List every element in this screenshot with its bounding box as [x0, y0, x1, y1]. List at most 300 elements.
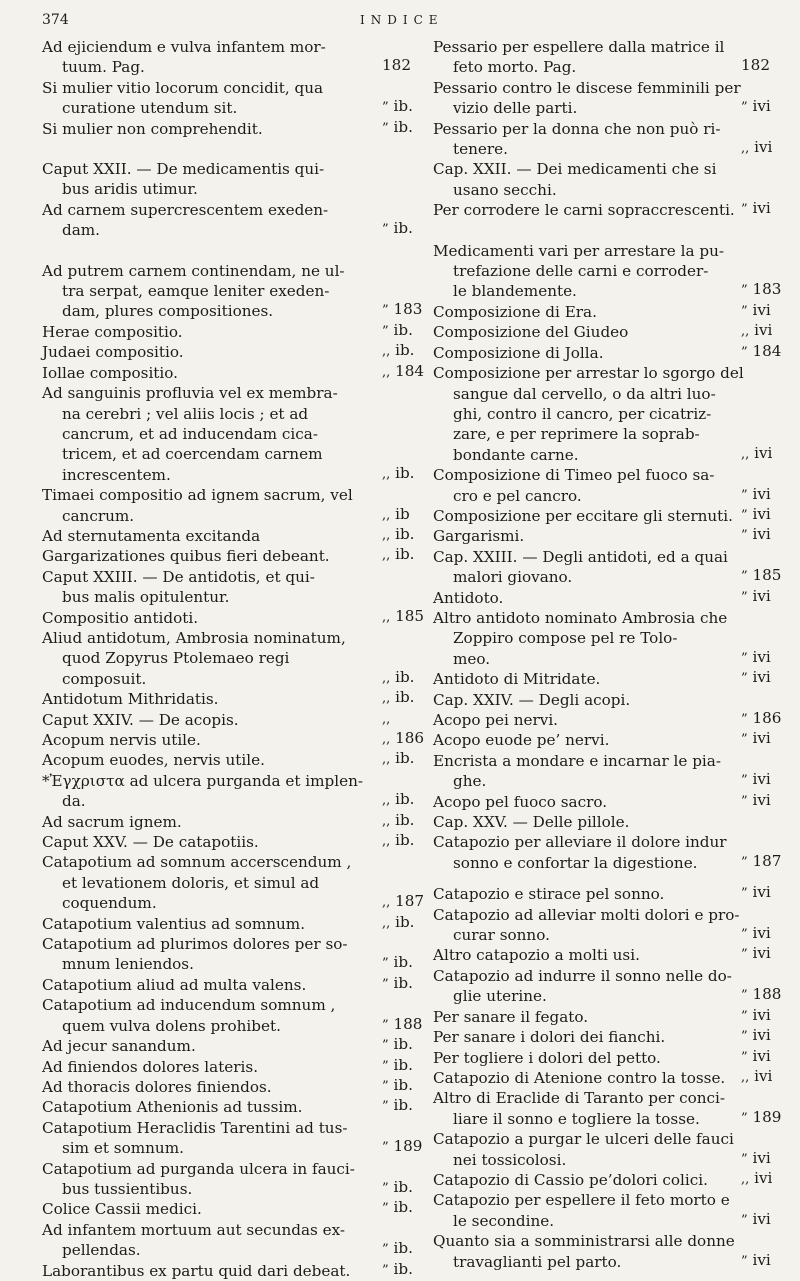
- entry-page-ref: [741, 96, 773, 118]
- ditto-mark: ”: [382, 1262, 389, 1278]
- index-entry: [433, 1027, 773, 1047]
- index-entry: [433, 905, 773, 946]
- ditto-mark: ,,: [741, 446, 750, 462]
- ditto-mark: ”: [741, 1029, 748, 1045]
- page-ref: 189: [393, 1137, 423, 1156]
- entry-page-ref: [741, 586, 773, 608]
- ditto-mark: ,,: [382, 466, 391, 482]
- entry-line: curar sonno.: [453, 926, 550, 945]
- entry-line: nei tossicolosi.: [453, 1150, 567, 1169]
- ditto-mark: ,,: [382, 507, 391, 523]
- entry-page-ref: [382, 810, 414, 832]
- ditto-mark: ”: [741, 303, 748, 319]
- index-entry: [42, 1036, 414, 1056]
- entry-line: pellendas.: [62, 1241, 141, 1260]
- entry-line: Herae compositio.: [42, 322, 183, 341]
- index-entry: [42, 1261, 414, 1281]
- page-ref: ivi: [752, 668, 771, 687]
- ditto-mark: ”: [741, 854, 748, 870]
- ditto-mark: ,,: [382, 670, 391, 686]
- entry-page-ref: [741, 55, 773, 77]
- index-entry: [433, 119, 773, 160]
- entry-page-ref: [741, 667, 773, 689]
- entry-line: tra serpat, eamque leniter exeden-: [62, 282, 330, 301]
- ditto-mark: ”: [382, 1058, 389, 1074]
- index-entry: [42, 159, 414, 200]
- entry-line: zare, e per reprimere la soprab-: [453, 425, 700, 444]
- entry-page-ref: [741, 1066, 773, 1088]
- entry-line: Catapozio ad alleviar molti dolori e pro-: [433, 905, 740, 924]
- ditto-mark: ”: [741, 569, 748, 585]
- ditto-mark: ”: [382, 222, 389, 238]
- page-header: [0, 12, 800, 34]
- entry-line: bus aridis utimur.: [62, 180, 198, 199]
- entry-line: composuit.: [62, 669, 147, 688]
- ditto-mark: ,,: [382, 895, 391, 911]
- ditto-mark: ”: [382, 100, 389, 116]
- page-ref: ib.: [395, 790, 415, 809]
- entry-line: quem vulva dolens prohibet.: [62, 1016, 281, 1035]
- index-entry: [433, 669, 773, 689]
- entry-line: Judaei compositio.: [42, 343, 184, 362]
- index-entry: [42, 832, 414, 852]
- entry-line: Composizione per arrestar lo sgorgo del: [433, 364, 744, 383]
- index-entry: [42, 361, 425, 383]
- entry-page-ref: [741, 1250, 773, 1272]
- entry-line: quod Zopyrus Ptolemaeo regi: [62, 649, 290, 668]
- ditto-mark: ”: [741, 1049, 748, 1065]
- entry-page-ref: [382, 830, 414, 852]
- ditto-mark: ”: [741, 528, 748, 544]
- entry-line: cro e pel cancro.: [453, 486, 582, 505]
- page-ref: 184: [752, 341, 782, 360]
- index-entry: [42, 628, 414, 689]
- index-entry: [433, 363, 773, 465]
- entry-page-ref: [741, 137, 773, 159]
- entry-page-ref: [741, 524, 773, 546]
- index-entry: [42, 1118, 423, 1159]
- page-ref: ivi: [752, 504, 771, 523]
- entry-page-ref: [741, 279, 782, 301]
- ditto-mark: ,,: [741, 1171, 750, 1187]
- entry-line: liare il sonno e togliere la tosse.: [453, 1109, 700, 1128]
- page-ref: 182: [382, 56, 411, 75]
- page-ref: ivi: [752, 883, 771, 902]
- index-entry: [42, 914, 414, 934]
- entry-line: Antidotum Mithridatis.: [42, 690, 219, 709]
- ditto-mark: ”: [382, 1201, 389, 1217]
- index-entry: [433, 608, 773, 669]
- ditto-mark: ”: [741, 947, 748, 963]
- index-entry: [433, 37, 773, 78]
- entry-line: Pessario per espellere dalla matrice il: [433, 38, 725, 56]
- entry-page-ref: [382, 1259, 414, 1281]
- ditto-mark: ,,: [382, 813, 391, 829]
- page-ref: ib.: [395, 688, 415, 707]
- page-ref: 184: [395, 361, 425, 380]
- ditto-mark: ”: [741, 1008, 748, 1024]
- entry-line: cancrum.: [62, 506, 135, 525]
- entry-page-ref: [382, 1136, 423, 1158]
- entry-line: *Ἐγχριστα ad ulcera purganda et implen-: [42, 771, 364, 790]
- page-ref: ib.: [393, 1259, 413, 1278]
- index-entry: [42, 606, 425, 628]
- entry-line: Altro di Eraclide di Taranto per conci-: [433, 1089, 726, 1108]
- ditto-mark: ,,: [382, 732, 391, 747]
- entry-line: Compositio antidoti.: [42, 608, 199, 627]
- index-entry: [433, 341, 782, 363]
- entry-line: Altro antidoto nominato Ambrosia che: [433, 608, 728, 627]
- entry-line: bondante carne.: [453, 445, 579, 464]
- ditto-mark: ,,: [382, 793, 391, 809]
- page-ref: 182: [741, 56, 770, 75]
- entry-line: Ad infantem mortuum aut secundas ex-: [42, 1220, 346, 1239]
- index-entry: [42, 200, 414, 241]
- page-ref: ivi: [752, 300, 771, 319]
- page-ref: 187: [395, 892, 425, 911]
- index-entry: [433, 690, 773, 710]
- entry-line: tricem, et ad coercendam carnem: [62, 445, 323, 464]
- entry-line: Si mulier vitio locorum concidit, qua: [42, 78, 324, 97]
- entry-page-ref: [741, 984, 782, 1006]
- page-ref: ivi: [752, 1148, 771, 1167]
- entry-page-ref: [382, 1014, 423, 1036]
- ditto-mark: ”: [382, 1017, 389, 1033]
- index-entry: [42, 975, 414, 995]
- entry-line: ghe.: [453, 772, 487, 791]
- ditto-mark: ,,: [382, 609, 391, 625]
- entry-line: feto morto. Pag.: [453, 58, 577, 77]
- index-entry: [42, 934, 414, 975]
- entry-line: Caput XXIV. — De acopis.: [42, 710, 239, 729]
- entry-line: Ad putrem carnem continendam, ne ul-: [42, 261, 345, 280]
- page-ref: ivi: [752, 770, 771, 789]
- entry-line: Composizione di Timeo pel fuoco sa-: [433, 466, 715, 485]
- entry-page-ref: [382, 748, 414, 770]
- index-entry: [433, 588, 773, 608]
- page-ref: ivi: [752, 199, 771, 218]
- page-ref: 188: [752, 985, 782, 1004]
- ditto-mark: ”: [741, 1253, 748, 1269]
- entry-page-ref: [741, 1209, 773, 1231]
- entry-line: Composizione di Era.: [433, 302, 597, 321]
- entry-line: Ad finiendos dolores lateris.: [42, 1057, 259, 1076]
- index-entry: [433, 78, 773, 119]
- entry-line: glie uterine.: [453, 987, 547, 1006]
- entry-page-ref: [741, 647, 773, 669]
- entry-page-ref: [382, 1075, 414, 1097]
- entry-page-ref: [382, 606, 425, 628]
- entry-line: Ad sacrum ignem.: [42, 812, 182, 831]
- page-ref: 186: [395, 729, 425, 747]
- page-ref: ib.: [393, 953, 413, 972]
- page-ref: ivi: [752, 1046, 771, 1065]
- ditto-mark: ”: [741, 927, 748, 943]
- index-entry: [433, 751, 773, 792]
- page-ref: ivi: [752, 1005, 771, 1024]
- entry-line: Catapozio di Cassio pe’dolori colici.: [433, 1170, 708, 1189]
- entry-line: et levationem doloris, et simul ad: [62, 873, 320, 892]
- ditto-mark: ”: [741, 487, 748, 503]
- page-ref: ib: [395, 504, 410, 523]
- index-entry: [433, 1170, 773, 1190]
- entry-line: Catapozio e stirace pel sonno.: [433, 885, 665, 904]
- entry-line: Cap. XXV. — Delle pillole.: [433, 813, 630, 832]
- entry-page-ref: [382, 55, 414, 77]
- ditto-mark: ”: [741, 732, 748, 748]
- entry-page-ref: [382, 1034, 414, 1056]
- page-ref: ivi: [752, 924, 771, 943]
- entry-page-ref: [382, 361, 425, 383]
- entry-line: dam.: [62, 221, 101, 240]
- index-entry: [42, 1077, 414, 1097]
- index-entry: [433, 465, 773, 506]
- page-ref: ib.: [395, 341, 415, 360]
- page-ref: ib.: [395, 545, 415, 564]
- page-ref: ivi: [752, 647, 771, 666]
- entry-line: Catapotium Heraclidis Tarentini ad tus-: [42, 1118, 348, 1137]
- page-ref: ib.: [393, 117, 413, 136]
- entry-line: Catapotium ad plurimos dolores per so-: [42, 935, 348, 954]
- entry-line: Per togliere i dolori del petto.: [433, 1048, 661, 1067]
- index-entry: [42, 37, 414, 78]
- index-entry: [433, 159, 773, 200]
- index-entry: [42, 710, 414, 730]
- ditto-mark: ”: [382, 1140, 389, 1156]
- entry-page-ref: [741, 1168, 773, 1190]
- page-ref: ivi: [752, 586, 771, 605]
- entry-page-ref: [382, 973, 414, 995]
- index-entry: [42, 689, 414, 709]
- entry-line: curatione utendum sit.: [62, 99, 238, 118]
- page-ref: 189: [752, 1107, 782, 1126]
- page-ref: 185: [752, 566, 782, 585]
- entry-page-ref: [382, 952, 414, 974]
- index-entry: [433, 200, 773, 220]
- page-ref: 186: [752, 709, 782, 727]
- entry-line: Acopo pel fuoco sacro.: [433, 792, 608, 811]
- entry-line: Ad sanguinis profluvia vel ex membra-: [42, 384, 338, 403]
- index-entry: [42, 852, 425, 913]
- entry-page-ref: [382, 1095, 414, 1117]
- page-ref: ivi: [754, 1066, 773, 1085]
- index-entry: [433, 302, 773, 322]
- entry-page-ref: [382, 463, 414, 485]
- page-ref: ivi: [752, 1250, 771, 1269]
- index-entry: [42, 322, 414, 342]
- index-entry: [42, 546, 414, 566]
- page-ref: ib.: [393, 973, 413, 992]
- entry-page-ref: [382, 340, 414, 362]
- index-entry: [433, 506, 773, 526]
- page-ref: ivi: [752, 97, 771, 116]
- entry-line: Catapotium ad purganda ulcera in fauci-: [42, 1159, 355, 1178]
- entry-page-ref: [741, 882, 773, 904]
- entry-page-ref: [741, 341, 782, 363]
- entry-line: usano secchi.: [453, 180, 557, 199]
- ditto-mark: ”: [741, 1151, 748, 1167]
- page-ref: ib.: [395, 667, 415, 686]
- ditto-mark: ”: [741, 1212, 748, 1228]
- entry-line: Medicamenti vari per arrestare la pu-: [433, 241, 724, 260]
- entry-line: Per sanare i dolori dei fianchi.: [433, 1028, 666, 1047]
- entry-page-ref: [741, 1005, 773, 1027]
- entry-line: Zoppiro compose pel re Tolo-: [453, 629, 678, 648]
- page-ref: ib.: [393, 1177, 413, 1196]
- ditto-mark: ”: [741, 1110, 748, 1126]
- index-entry: [42, 526, 414, 546]
- page-ref: 187: [752, 851, 782, 870]
- entry-line: coquendum.: [62, 894, 157, 913]
- entry-line: Catapotium aliud ad multa valens.: [42, 975, 307, 994]
- index-entry: [433, 966, 782, 1007]
- entry-page-ref: [741, 504, 773, 526]
- page-ref: ib.: [393, 1035, 413, 1054]
- entry-page-ref: [382, 728, 425, 750]
- index-entry: [433, 884, 773, 904]
- index-entry: [42, 342, 414, 362]
- entry-page-ref: [382, 687, 414, 709]
- entry-page-ref: [382, 708, 414, 730]
- index-entry: [42, 1097, 414, 1117]
- latin-index-column: [42, 37, 425, 1281]
- page-ref: ivi: [752, 484, 771, 503]
- entry-page-ref: [741, 708, 782, 730]
- entry-page-ref: [382, 1197, 414, 1219]
- entry-page-ref: [741, 943, 773, 965]
- page-ref: ib.: [395, 912, 415, 931]
- ditto-mark: ”: [741, 100, 748, 116]
- entry-line: Composizione per eccitare gli sternuti.: [433, 506, 733, 525]
- page-ref: 183: [393, 300, 423, 319]
- index-entry: [42, 383, 414, 485]
- entry-page-ref: [382, 96, 414, 118]
- page-ref: ivi: [754, 443, 773, 462]
- index-entry: [42, 485, 414, 526]
- index-entry: [433, 792, 773, 812]
- entry-page-ref: [741, 300, 773, 322]
- index-entry: [433, 832, 782, 873]
- ditto-mark: ,,: [382, 752, 391, 768]
- ditto-mark: ”: [741, 988, 748, 1004]
- entry-page-ref: [741, 790, 773, 812]
- page-ref: ivi: [754, 138, 773, 157]
- entry-page-ref: [382, 117, 414, 139]
- entry-line: Colice Cassii medici.: [42, 1200, 202, 1219]
- index-entry: [433, 1088, 782, 1129]
- ditto-mark: ”: [382, 1099, 389, 1115]
- page-ref: ib.: [393, 320, 413, 339]
- ditto-mark: ,,: [741, 1069, 750, 1085]
- ditto-mark: ”: [382, 1078, 389, 1094]
- entry-page-ref: [741, 851, 782, 873]
- entry-line: Per corrodere le carni sopraccrescenti.: [433, 201, 735, 220]
- page-ref: ib.: [393, 219, 413, 238]
- entry-line: Cap. XXIV. — Degli acopi.: [433, 690, 631, 709]
- entry-line: Cap. XXIII. — Degli antidoti, ed a quai: [433, 547, 728, 566]
- index-entry: [42, 750, 414, 770]
- entry-page-ref: [741, 320, 773, 342]
- entry-line: Pessario contro le discese femminili per: [433, 78, 741, 97]
- ditto-mark: ”: [741, 712, 748, 727]
- ditto-mark: ”: [382, 1242, 389, 1258]
- entry-line: na cerebri ; vel aliis locis ; et ad: [62, 404, 309, 423]
- index-entry: [433, 526, 773, 546]
- page-ref: ib.: [393, 1096, 413, 1115]
- entry-line: malori giovano.: [453, 568, 573, 587]
- index-entry: [433, 1007, 773, 1027]
- entry-page-ref: [741, 565, 782, 587]
- entry-line: Catapozio di Atenione contro la tosse.: [433, 1068, 726, 1087]
- ditto-mark: ,,: [382, 527, 391, 543]
- entry-line: Ad jecur sanandum.: [42, 1037, 196, 1056]
- index-entry: [42, 995, 423, 1036]
- entry-page-ref: [741, 1025, 773, 1047]
- page-ref: ib.: [395, 749, 415, 768]
- index-entry: [433, 1068, 773, 1088]
- ditto-mark: ”: [741, 202, 748, 218]
- page-number: 374: [42, 12, 69, 28]
- ditto-mark: ”: [382, 976, 389, 992]
- entry-line: travaglianti pel parto.: [453, 1252, 622, 1271]
- page-ref: 185: [395, 606, 425, 625]
- entry-page-ref: [741, 923, 773, 945]
- index-entry: [433, 322, 773, 342]
- entry-line: Acopo euode pe’ nervi.: [433, 731, 610, 750]
- entry-line: Gargarismi.: [433, 527, 525, 546]
- index-entry: [433, 1231, 773, 1272]
- entry-page-ref: [382, 912, 414, 934]
- entry-line: Catapotium ad inducendum somnum ,: [42, 996, 336, 1015]
- index-entry: [42, 119, 414, 139]
- entry-line: bus tussientibus.: [62, 1179, 193, 1198]
- entry-line: ghi, contro il cancro, per cicatriz-: [453, 404, 712, 423]
- entry-line: Composizione di Jolla.: [433, 343, 604, 362]
- page-ref: ivi: [752, 1026, 771, 1045]
- page-ref: ib.: [395, 810, 415, 829]
- entry-line: mnum leniendos.: [62, 955, 194, 974]
- index-entry: [42, 1159, 414, 1200]
- page-ref: ib.: [395, 463, 415, 482]
- entry-line: Ad thoracis dolores finiendos.: [42, 1077, 272, 1096]
- ditto-mark: ”: [741, 344, 748, 360]
- entry-line: Quanto sia a somministrarsi alle donne: [433, 1232, 735, 1251]
- ditto-mark: ”: [741, 507, 748, 523]
- index-entry: [433, 1129, 773, 1170]
- index-entry: [42, 771, 414, 812]
- ditto-mark: ”: [741, 671, 748, 687]
- page-ref: ivi: [752, 729, 771, 748]
- index-entry: [42, 1220, 414, 1261]
- entry-line: Ad carnem supercrescentem exeden-: [42, 200, 329, 219]
- entry-page-ref: [382, 1055, 414, 1077]
- ditto-mark: ”: [741, 650, 748, 666]
- entry-line: Altro catapozio a molti usi.: [433, 946, 640, 965]
- page-ref: ib.: [393, 1239, 413, 1258]
- entry-line: Acopum euodes, nervis utile.: [42, 751, 265, 770]
- entry-page-ref: [382, 299, 423, 321]
- entry-page-ref: [741, 443, 773, 465]
- ditto-mark: ”: [741, 589, 748, 605]
- entry-line: Caput XXV. — De catapotiis.: [42, 833, 259, 852]
- entry-line: tenere.: [453, 140, 508, 159]
- entry-line: Composizione del Giudeo: [433, 323, 629, 342]
- index-entry: [433, 709, 782, 730]
- entry-page-ref: [382, 1177, 414, 1199]
- entry-line: trefazione delle carni e corroder-: [453, 262, 709, 281]
- entry-line: Caput XXIII. — De antidotis, et qui-: [42, 567, 315, 586]
- page-ref: ivi: [754, 321, 773, 340]
